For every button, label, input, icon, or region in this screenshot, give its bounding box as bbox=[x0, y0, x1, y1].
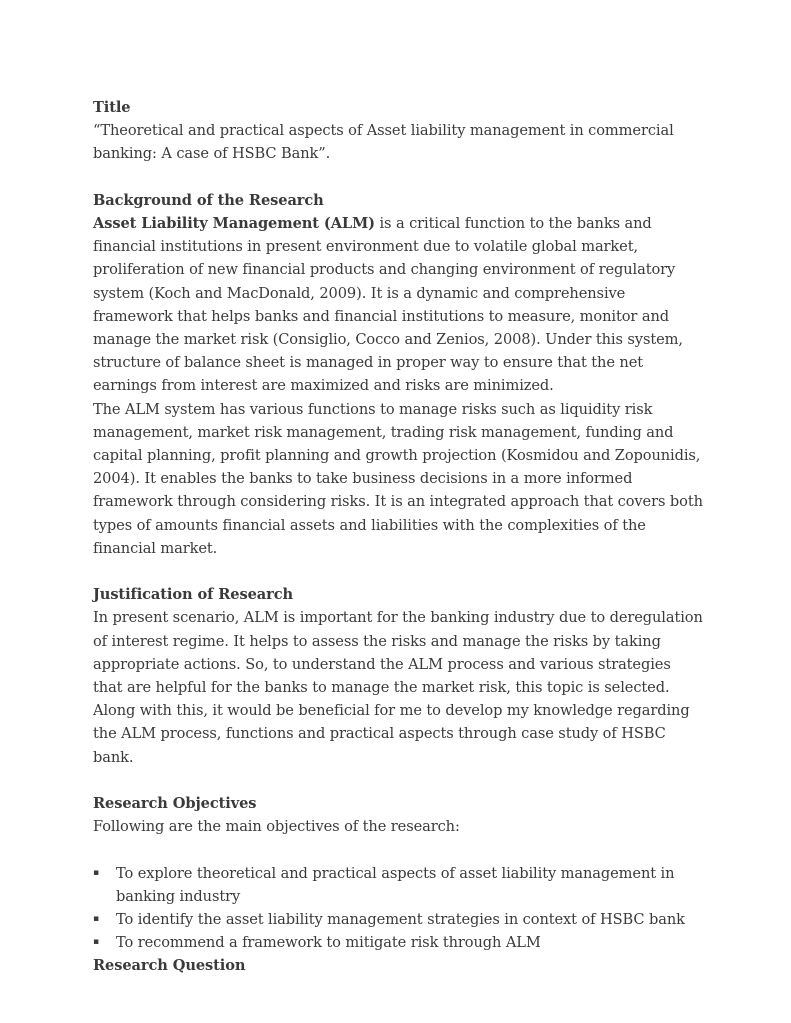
title-text: “Theoretical and practical aspects of Asset liability management in commercial banking: A case of HSBC Bank”. bbox=[93, 122, 674, 163]
justification-heading: Justification of Research bbox=[93, 586, 294, 604]
square-bullet-icon: ▪ bbox=[93, 867, 99, 878]
square-bullet-icon: ▪ bbox=[93, 914, 99, 925]
objectives-heading: Research Objectives bbox=[93, 795, 257, 813]
spacer bbox=[93, 769, 703, 792]
list-item-text: To identify the asset liability management strategies in context of HSBC bank bbox=[116, 911, 685, 929]
background-paragraph-1 bbox=[93, 212, 703, 398]
list-item bbox=[93, 908, 703, 931]
objectives-intro: Following are the main objectives of the research: bbox=[93, 818, 460, 836]
background-heading: Background of the Research bbox=[93, 191, 324, 209]
list-item bbox=[93, 862, 703, 908]
background-paragraph-1-text: is a critical function to the banks and financial institutions in present environment due to volatile global market, proliferation of new financial products and changing environment of regulatory system (Koch and MacDonald, 2009). It is a dynamic and comprehensive framework that helps banks and financial institutions to measure, monitor and manage the market risk (Consiglio, Cocco and Zenios, 2008). Under this system, structure of balance sheet is managed in proper way to ensure that the net earnings from interest are maximized and risks are minimized. bbox=[93, 215, 683, 395]
spacer bbox=[93, 166, 703, 189]
objectives-list bbox=[93, 862, 703, 955]
spacer bbox=[93, 838, 703, 861]
square-bullet-icon: ▪ bbox=[93, 937, 99, 948]
justification-paragraph: In present scenario, ALM is important for the banking industry due to deregulation of interest regime. It helps to assess the risks and manage the risks by taking appropriate actions. So, to understand the ALM process and various strategies that are helpful for the banks to manage the market risk, this topic is selected. Along with this, it would be beneficial for me to develop my knowledge regarding the ALM process, functions and practical aspects through case study of HSBC bank. bbox=[93, 609, 703, 766]
list-item-text: To explore theoretical and practical aspects of asset liability management in banking industry bbox=[116, 864, 675, 905]
list-item-text: To recommend a framework to mitigate risk through ALM bbox=[116, 934, 541, 952]
document-page bbox=[93, 96, 703, 978]
background-paragraph-2: The ALM system has various functions to manage risks such as liquidity risk management, market risk management, trading risk management, funding and capital planning, profit planning and growth projection (Kosmidou and Zopounidis, 2004). It enables the banks to take business decisions in a more informed framework through considering risks. It is an integrated approach that covers both types of amounts financial assets and liabilities with the complexities of the financial market. bbox=[93, 400, 703, 557]
list-item bbox=[93, 931, 703, 954]
title-heading: Title bbox=[93, 99, 131, 116]
spacer bbox=[93, 560, 703, 583]
alm-term: Asset Liability Management (ALM) bbox=[93, 215, 375, 232]
research-question-heading: Research Question bbox=[93, 957, 246, 975]
